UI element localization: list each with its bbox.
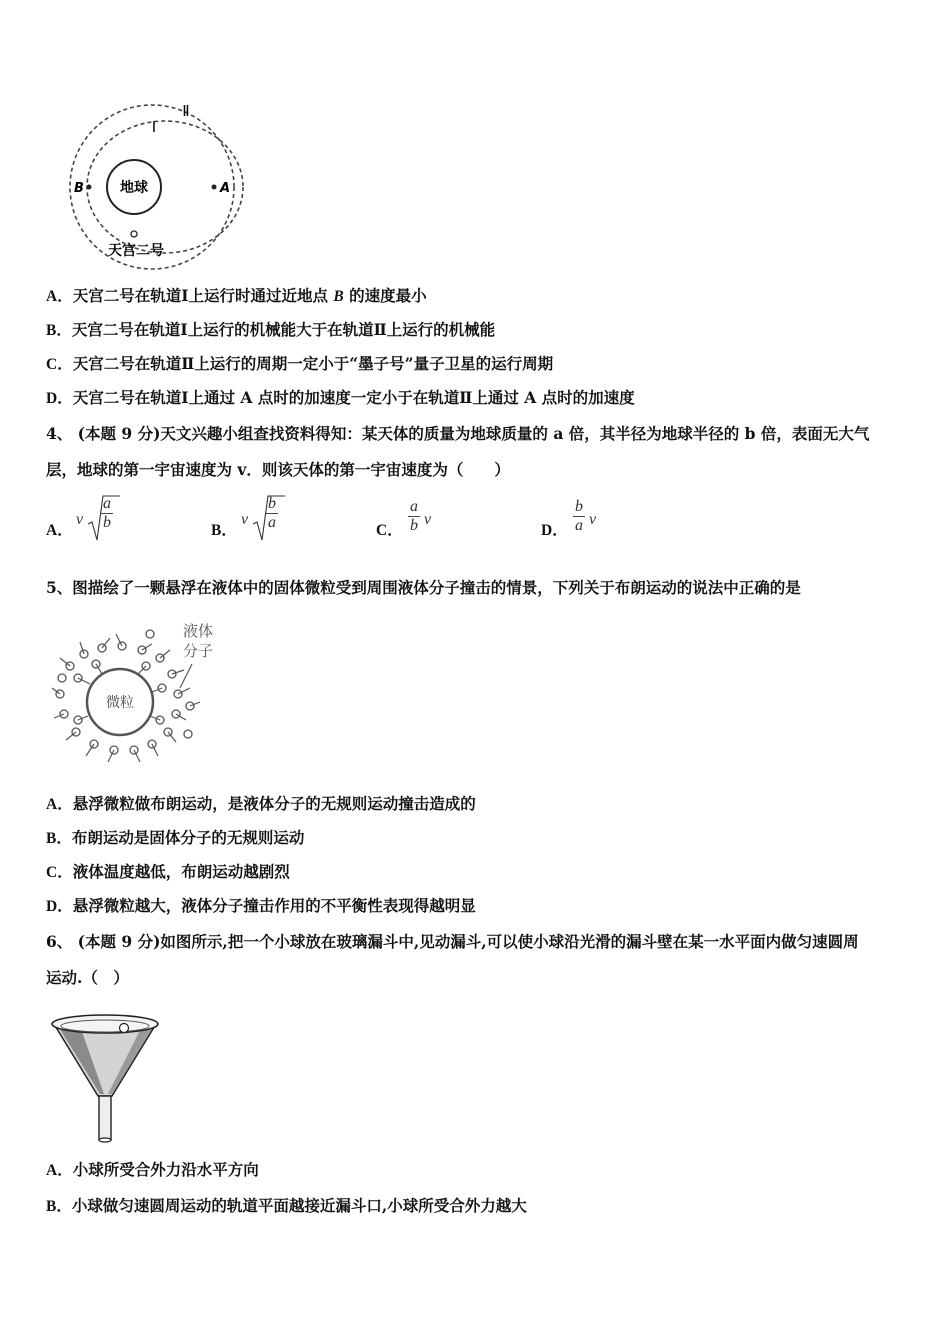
point-b-label: B <box>74 181 84 196</box>
brownian-figure <box>50 616 220 764</box>
q5-option-d: D．悬浮微粒越大，液体分子撞击作用的不平衡性表现得越明显 <box>46 896 476 915</box>
q5-stem: 5、图描绘了一颗悬浮在液体中的固体微粒受到周围液体分子撞击的情景，下列关于布朗运动的说法中正确的是 <box>46 578 801 597</box>
fraction: $\frac{a}{b}$ <box>410 498 418 534</box>
q3-option-a: A．天宫二号在轨道Ⅰ上运行时通过近地点 B 的速度最小 <box>46 286 427 305</box>
particle-label: 微粒 <box>106 695 134 711</box>
q4-stem-line2: 层，地球的第一宇宙速度为 v．则该天体的第一宇宙速度为（ ） <box>46 460 510 479</box>
fraction: $\frac{a}{b}$ <box>103 495 111 531</box>
earth-label: 地球 <box>120 180 148 196</box>
liquid-label-line2: 分子 <box>182 642 214 660</box>
fraction: $\frac{b}{a}$ <box>268 495 276 531</box>
point-a-dot <box>212 185 217 190</box>
q6-option-b: B．小球做匀速圆周运动的轨道平面越接近漏斗口,小球所受合外力越大 <box>46 1196 527 1215</box>
ball <box>120 1024 129 1033</box>
q3-option-c: C．天宫二号在轨道Ⅱ上运行的周期一定小于“墨子号”量子卫星的运行周期 <box>46 354 554 373</box>
point-b-dot <box>87 185 92 190</box>
station-dot <box>131 231 137 237</box>
q6-stem-line1: 6、 (本题 9 分)如图所示,把一个小球放在玻璃漏斗中,见动漏斗,可以使小球沿光滑的漏斗壁在某一水平面内做匀速圆周 <box>46 932 859 951</box>
orbit-i-label: Ⅰ <box>151 118 157 136</box>
point-a-label: A <box>220 181 231 196</box>
q5-option-b: B．布朗运动是固体分子的无规则运动 <box>46 828 305 847</box>
q4-stem-line1: 4、 (本题 9 分)天文兴趣小组查找资料得知：某天体的质量为地球质量的 a 倍，其半径为地球半径的 b 倍，表面无大气 <box>46 424 870 443</box>
q6-stem-line2: 运动.（ ） <box>46 968 129 987</box>
fraction: $\frac{b}{a}$ <box>575 498 583 534</box>
q5-option-a: A．悬浮微粒做布朗运动，是液体分子的无规则运动撞击造成的 <box>46 794 476 813</box>
q6-option-a: A．小球所受合外力沿水平方向 <box>46 1160 259 1179</box>
q5-option-c: C．液体温度越低，布朗运动越剧烈 <box>46 862 290 881</box>
q3-option-b: B．天宫二号在轨道Ⅰ上运行的机械能大于在轨道Ⅱ上运行的机械能 <box>46 320 496 339</box>
orbit-ii-label: Ⅱ <box>182 102 190 120</box>
orbit-figure <box>60 96 250 274</box>
funnel-figure <box>50 1010 168 1146</box>
station-label: 天宫二号 <box>108 243 164 259</box>
q3-option-d: D．天宫二号在轨道Ⅰ上通过 A 点时的加速度一定小于在轨道Ⅱ上通过 A 点时的加速度 <box>46 388 635 407</box>
liquid-label-line1: 液体 <box>182 622 214 640</box>
